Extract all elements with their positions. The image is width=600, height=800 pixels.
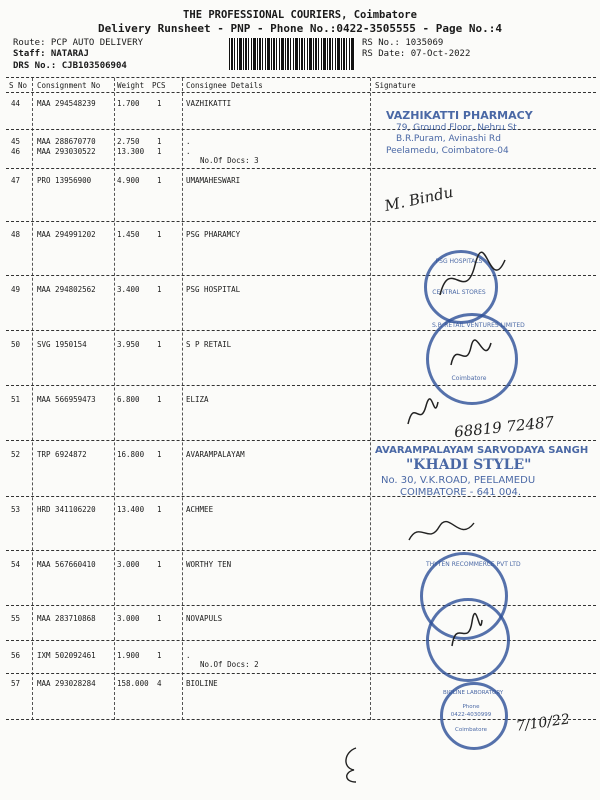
- psg-seal-center: CENTRAL STORES: [432, 289, 486, 296]
- row-sno: 54: [11, 560, 21, 569]
- column-divider: [32, 78, 33, 720]
- drs-number: DRS No.: CJB103506904: [13, 61, 127, 71]
- row-weight: 13.400: [117, 505, 145, 514]
- row-consignee: AVARAMPALAYAM: [186, 450, 245, 459]
- row-pcs: 1: [157, 137, 162, 146]
- row-sno: 46: [11, 147, 21, 156]
- bioline-seal-phone: Phone: [462, 704, 480, 710]
- sp-retail-seal-center: Coimbatore: [451, 375, 487, 382]
- row-consignee: WORTHY TEN: [186, 560, 232, 569]
- signature: M. Bindu: [382, 182, 455, 216]
- phone-handwritten: 68819 72487: [453, 412, 555, 442]
- row-sno: 51: [11, 395, 21, 404]
- row-rule: [6, 168, 596, 169]
- table-top-rule: [6, 77, 596, 78]
- row-consignment: MAA 294802562: [37, 285, 96, 294]
- row-weight: 1.450: [117, 230, 140, 239]
- pharmacy-stamp-address: 79, Ground Floor, Nehru St: [396, 123, 517, 133]
- row-consignment: TRP 6924872: [37, 450, 87, 459]
- row-consignee: .: [186, 137, 191, 146]
- runsheet-subtitle: Delivery Runsheet - PNP - Phone No.:0422-3505555 - Page No.:4: [98, 22, 502, 35]
- row-pcs: 1: [157, 651, 162, 660]
- route-label: Route: PCP AUTO DELIVERY: [13, 38, 144, 48]
- row-sno: 57: [11, 679, 21, 688]
- row-consignee: .: [186, 651, 191, 660]
- col-sno: S No: [9, 81, 28, 90]
- column-divider: [370, 78, 371, 720]
- row-pcs: 1: [157, 176, 162, 185]
- col-consignment: Consignment No: [37, 81, 101, 90]
- row-consignment: PRO 13956900: [37, 176, 92, 185]
- row-consignment: MAA 294991202: [37, 230, 96, 239]
- bioline-seal-text: BIOLINE LABORATORY: [443, 690, 504, 696]
- row-sno: 49: [11, 285, 21, 294]
- row-consignment: HRD 341106220: [37, 505, 96, 514]
- row-consignment: MAA 567660410: [37, 560, 96, 569]
- row-consignment: MAA 566959473: [37, 395, 96, 404]
- col-signature: Signature: [375, 81, 416, 90]
- row-weight: 3.000: [117, 560, 140, 569]
- table-header-rule: [6, 92, 596, 93]
- row-consignee: UMAMAHESWARI: [186, 176, 241, 185]
- signature-scribble: [430, 245, 510, 315]
- row-pcs: 1: [157, 99, 162, 108]
- row-sno: 45: [11, 137, 21, 146]
- column-divider: [114, 78, 115, 720]
- row-pcs: 1: [157, 450, 162, 459]
- row-sno: 44: [11, 99, 21, 108]
- row-weight: 6.800: [117, 395, 140, 404]
- pharmacy-stamp: VAZHIKATTI PHARMACY: [386, 109, 533, 122]
- row-weight: 16.800: [117, 450, 145, 459]
- row-weight: 3.950: [117, 340, 140, 349]
- barcode: [229, 38, 355, 70]
- bioline-seal-number: 0422-4030999: [450, 712, 492, 718]
- staff-label: Staff: NATARAJ: [13, 49, 89, 59]
- pharmacy-stamp-address: Peelamedu, Coimbatore-04: [386, 146, 509, 156]
- row-consignment: MAA 288670770: [37, 137, 96, 146]
- row-consignee: .: [186, 147, 191, 156]
- row-pcs: 1: [157, 505, 162, 514]
- row-consignee: BIOLINE: [186, 679, 218, 688]
- row-weight: 13.300: [117, 147, 145, 156]
- row-pcs: 1: [157, 285, 162, 294]
- khadi-stamp: AVARAMPALAYAM SARVODAYA SANGH: [375, 445, 589, 456]
- row-consignment: SVG 1950154: [37, 340, 87, 349]
- khadi-stamp-address: No. 30, V.K.ROAD, PEELAMEDU: [381, 475, 536, 486]
- row-pcs: 1: [157, 395, 162, 404]
- row-sno: 56: [11, 651, 21, 660]
- row-consignee: NOVAPULS: [186, 614, 223, 623]
- docs-count: No.Of Docs: 3: [200, 156, 259, 165]
- row-consignee: ACHMEE: [186, 505, 214, 514]
- row-weight: 1.700: [117, 99, 140, 108]
- row-pcs: 1: [157, 147, 162, 156]
- row-consignee: PSG HOSPITAL: [186, 285, 241, 294]
- row-sno: 53: [11, 505, 21, 514]
- row-sno: 47: [11, 176, 21, 185]
- column-divider: [182, 78, 183, 720]
- khadi-stamp-address: COIMBATORE - 641 004.: [400, 487, 522, 498]
- row-consignment: IXM 502092461: [37, 651, 96, 660]
- row-consignee: S P RETAIL: [186, 340, 232, 349]
- row-rule: [6, 605, 596, 606]
- company-title: THE PROFESSIONAL COURIERS, Coimbatore: [183, 9, 417, 21]
- row-weight: 2.750: [117, 137, 140, 146]
- bioline-seal-city: Coimbatore: [455, 727, 487, 733]
- signature-scribble: [446, 612, 486, 654]
- row-pcs: 4: [157, 679, 162, 688]
- col-pcs: PCS: [152, 81, 166, 90]
- thyten-seal-text: THYTEN RECOMMERCE PVT LTD: [426, 561, 521, 568]
- signature-scribble: [404, 515, 484, 551]
- sp-retail-seal-text: S.P. RETAIL VENTURES LIMITED: [432, 322, 525, 329]
- col-consignee: Consignee Details: [186, 81, 263, 90]
- rs-date: RS Date: 07-Oct-2022: [362, 49, 471, 59]
- row-consignment: MAA 293030522: [37, 147, 96, 156]
- psg-seal-text: PSG HOSPITALS: [435, 258, 483, 265]
- row-weight: 3.400: [117, 285, 140, 294]
- row-rule: [6, 673, 596, 674]
- docs-count: No.Of Docs: 2: [200, 660, 259, 669]
- row-weight: 1.900: [117, 651, 140, 660]
- row-sno: 48: [11, 230, 21, 239]
- handwritten-mark: [338, 742, 366, 786]
- row-pcs: 1: [157, 340, 162, 349]
- row-consignee: ELIZA: [186, 395, 209, 404]
- row-consignee: PSG PHARAMCY: [186, 230, 241, 239]
- row-weight: 3.000: [117, 614, 140, 623]
- row-pcs: 1: [157, 614, 162, 623]
- row-rule: [6, 550, 596, 551]
- row-rule: [6, 440, 596, 441]
- row-sno: 50: [11, 340, 21, 349]
- row-consignment: MAA 293028284: [37, 679, 96, 688]
- row-pcs: 1: [157, 230, 162, 239]
- row-rule: [6, 221, 596, 222]
- signature-scribble: [446, 335, 496, 375]
- row-consignment: MAA 283710868: [37, 614, 96, 623]
- date-handwritten: 7/10/22: [515, 711, 571, 735]
- row-pcs: 1: [157, 560, 162, 569]
- row-weight: 4.900: [117, 176, 140, 185]
- row-consignment: MAA 294548239: [37, 99, 96, 108]
- col-weight: Weight: [117, 81, 145, 90]
- signature-scribble: [402, 396, 442, 432]
- row-consignee: VAZHIKATTI: [186, 99, 232, 108]
- row-sno: 52: [11, 450, 21, 459]
- row-sno: 55: [11, 614, 21, 623]
- pharmacy-stamp-address: B.R.Puram, Avinashi Rd: [396, 134, 501, 144]
- rs-number: RS No.: 1035069: [362, 38, 444, 48]
- khadi-stamp-brand: "KHADI STYLE": [406, 457, 532, 473]
- row-weight: 158.000: [117, 679, 149, 688]
